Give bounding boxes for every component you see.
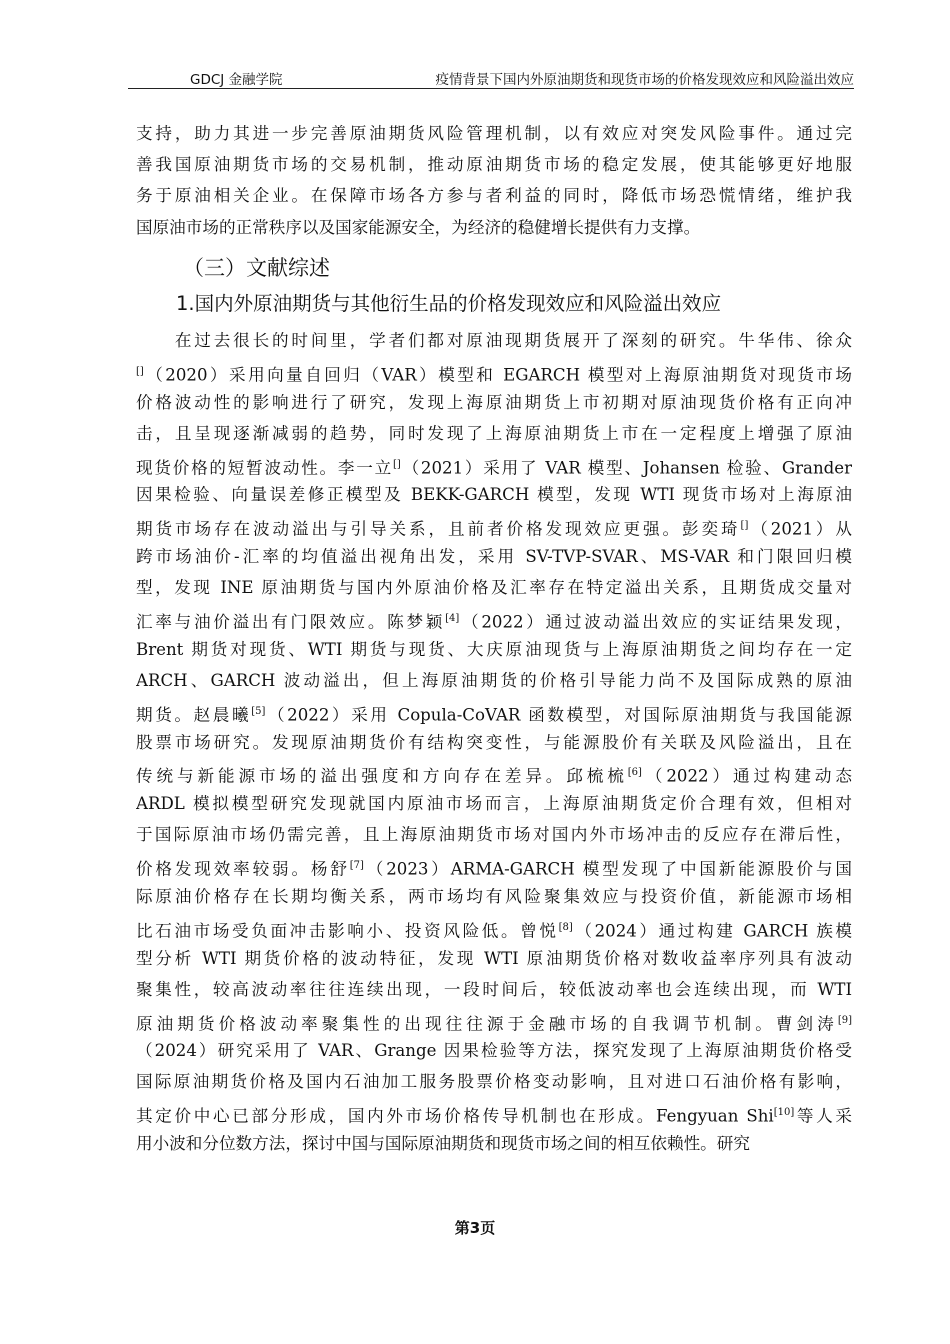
text-line: 期货市场存在波动溢出与引导关系，且前者价格发现效应更强。彭奕琦[]（2021）从 [136, 519, 852, 539]
citation-marker: [10] [773, 1107, 795, 1119]
text-line: 传统与新能源市场的溢出强度和方向存在差异。邱梳梳[6]（2022）通过构建动态 [136, 767, 852, 786]
text-line: 于国际原油市场仍需完善，且上海原油期货市场对国内外市场冲击的反应存在滞后性， [136, 825, 852, 845]
intro-paragraph [136, 118, 852, 243]
citation-marker: [] [393, 458, 401, 470]
citation-marker: [5] [251, 705, 266, 717]
text-line: 在过去很长的时间里，学者们都对原油现期货展开了深刻的研究。牛华伟、徐众 [136, 331, 852, 350]
text-line: 国原油市场的正常秩序以及国家能源安全，为经济的稳健增长提供有力支撑。 [136, 217, 701, 237]
text-line: 际原油价格存在长期均衡关系，两市场均有风险聚集效应与投资价值，新能源市场相 [136, 887, 852, 907]
text-line: 务于原油相关企业。在保障市场各方参与者利益的同时，降低市场恐慌情绪，维护我 [136, 186, 852, 206]
header-title: 疫情背景下国内外原油期货和现货市场的价格发现效应和风险溢出效应 [435, 72, 854, 88]
text-line: ARCH、GARCH 波动溢出，但上海原油期货的价格引导能力尚不及国际成熟的原油 [136, 670, 852, 690]
header-institution: GDCJ 金融学院 [190, 72, 283, 88]
text-line: 型，发现 INE 原油期货与国内外原油价格及汇率存在特定溢出关系，且期货成交量对 [136, 578, 852, 598]
text-line: 击，且呈现逐渐减弱的趋势，同时发现了上海原油期货上市在一定程度上增强了原油 [136, 423, 852, 443]
text-line: 跨市场油价-汇率的均值溢出视角出发，采用 SV-TVP-SVAR、MS-VAR 和门限回归模 [136, 547, 852, 567]
citation-marker: [] [740, 520, 749, 532]
literature-review-paragraph [136, 326, 852, 1160]
section-heading: （三）文献综述 [183, 256, 330, 280]
text-line: 其定价中心已部分形成，国内外市场价格传导机制也在形成。Fengyuan Shi[10]等人采 [136, 1106, 852, 1126]
text-line: 股票市场研究。发现原油期货价有结构突变性，与能源股价有关联及风险溢出，且在 [136, 732, 852, 752]
text-line: Brent 期货对现货、WTI 期货与现货、大庆原油现货与上海原油期货之间均存在一定 [136, 639, 852, 659]
subsection-heading: 1.国内外原油期货与其他衍生品的价格发现效应和风险溢出效应 [176, 292, 722, 315]
citation-marker: [8] [558, 921, 573, 933]
text-line: 价格波动性的影响进行了研究，发现上海原油期货上市初期对原油现货价格有正向冲 [136, 392, 852, 412]
text-line: （2024）研究采用了 VAR、Grange 因果检验等方法，探究发现了上海原油期货价格受 [136, 1041, 852, 1061]
text-line: 原油期货价格波动率聚集性的出现往往源于金融市场的自我调节机制。曹剑涛[9] [136, 1014, 852, 1034]
text-line: 用小波和分位数方法，探讨中国与国际原油期货和现货市场之间的相互依赖性。研究 [136, 1134, 750, 1154]
citation-marker: [4] [445, 613, 460, 625]
citation-marker: [] [136, 365, 144, 377]
text-line: 支持，助力其进一步完善原油期货风险管理机制，以有效应对突发风险事件。通过完 [136, 124, 852, 143]
text-line: 汇率与油价溢出有门限效应。陈梦颖[4]（2022）通过波动溢出效应的实证结果发现， [136, 612, 852, 632]
text-line: 现货价格的短暂波动性。李一立[]（2021）采用了 VAR 模型、Johansen 检验、Grander [136, 458, 852, 478]
text-line: 国际原油期货价格及国内石油加工服务股票价格变动影响，且对进口石油价格有影响， [136, 1072, 852, 1092]
text-line: 型分析 WTI 期货价格的波动特征，发现 WTI 原油期货价格对数收益率序列具有波动 [136, 948, 852, 968]
citation-marker: [6] [627, 767, 642, 779]
page-number: 第3页 [454, 1219, 496, 1237]
text-line: 期货。赵晨曦[5]（2022）采用 Copula-CoVAR 函数模型，对国际原油期货与我国能源 [136, 705, 852, 725]
text-line: []（2020）采用向量自回归（VAR）模型和 EGARCH 模型对上海原油期货对现货市场 [136, 365, 852, 385]
citation-marker: [7] [349, 860, 364, 872]
text-line: 因果检验、向量误差修正模型及 BEKK-GARCH 模型，发现 WTI 现货市场对上海原油 [136, 485, 852, 505]
text-line: 善我国原油期货市场的交易机制，推动原油期货市场的稳定发展，使其能够更好地服 [136, 155, 852, 175]
citation-marker: [9] [837, 1014, 852, 1026]
text-line: ARDL 模拟模型研究发现就国内原油市场而言，上海原油期货定价合理有效，但相对 [136, 794, 852, 814]
text-line: 比石油市场受负面冲击影响小、投资风险低。曾悦[8]（2024）通过构建 GARCH 族模 [136, 921, 852, 941]
page-header [128, 66, 854, 89]
text-line: 聚集性，较高波动率往往连续出现，一段时间后，较低波动率也会连续出现，而 WTI [136, 979, 852, 999]
text-line: 价格发现效率较弱。杨舒[7]（2023）ARMA-GARCH 模型发现了中国新能源股价与国 [136, 859, 852, 879]
